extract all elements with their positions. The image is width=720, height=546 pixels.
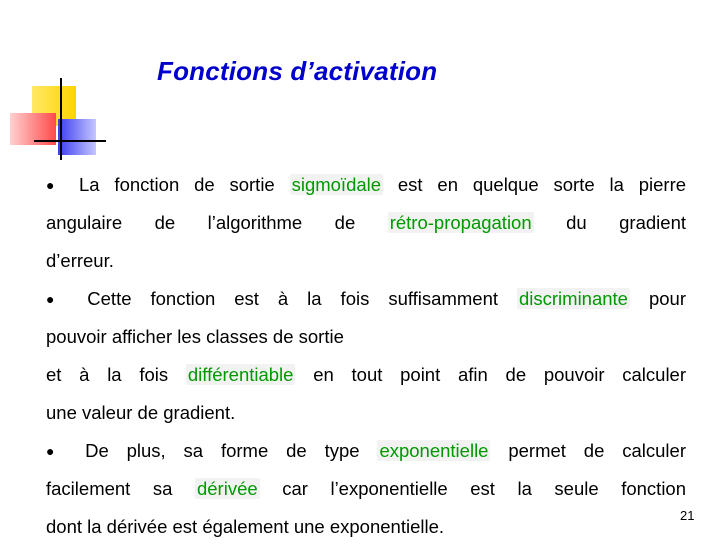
text-segment: Cette fonction est à la fois suffisamment (87, 288, 517, 309)
highlighted-term: dérivée (196, 478, 258, 499)
text-segment: angulaire de l’algorithme de (46, 212, 388, 233)
text-segment: une valeur de gradient. (46, 402, 236, 423)
slide-body (46, 166, 686, 546)
text-segment: permet de calculer (490, 440, 686, 461)
text-segment: car l’exponentielle est la seule fonction (259, 478, 687, 499)
highlighted-term: différentiable (187, 364, 294, 385)
text-segment: d’erreur. (46, 250, 114, 271)
highlighted-term: rétro-propagation (389, 212, 532, 233)
bullet-paragraph (46, 432, 686, 546)
text-line (46, 280, 686, 318)
logo-blue-square (58, 119, 96, 155)
bullet-paragraph (46, 166, 686, 280)
logo-vertical-line (60, 78, 62, 160)
highlighted-term: discriminante (518, 288, 628, 309)
bullet-icon: ● (46, 177, 65, 193)
text-segment: pour (629, 288, 686, 309)
text-line (46, 470, 686, 508)
bullet-paragraph (46, 280, 686, 432)
text-line (46, 204, 686, 242)
text-line (46, 242, 686, 280)
text-segment: pouvoir afficher les classes de sortie (46, 326, 344, 347)
text-line (46, 166, 686, 204)
logo-horizontal-line (34, 140, 106, 142)
text-line (46, 318, 686, 356)
bullet-icon: ● (46, 291, 69, 307)
highlighted-term: exponentielle (379, 440, 489, 461)
text-segment: du gradient (533, 212, 686, 233)
text-segment: De plus, sa forme de type (85, 440, 378, 461)
highlighted-term: sigmoïdale (291, 174, 382, 195)
text-line (46, 356, 686, 394)
text-segment: et à la fois (46, 364, 186, 385)
slide-title: Fonctions d’activation (157, 56, 438, 86)
text-line (46, 508, 686, 546)
text-segment: facilement sa (46, 478, 195, 499)
page-number: 21 (680, 508, 695, 523)
text-segment: est en quelque sorte la pierre (383, 174, 687, 195)
bullet-icon: ● (46, 443, 68, 459)
text-segment: en tout point afin de pouvoir calculer (295, 364, 687, 385)
text-segment: dont la dérivée est également une exponentielle. (46, 516, 445, 537)
text-line (46, 394, 686, 432)
decorative-logo (0, 0, 110, 170)
text-segment: La fonction de sortie (79, 174, 290, 195)
text-line (46, 432, 686, 470)
